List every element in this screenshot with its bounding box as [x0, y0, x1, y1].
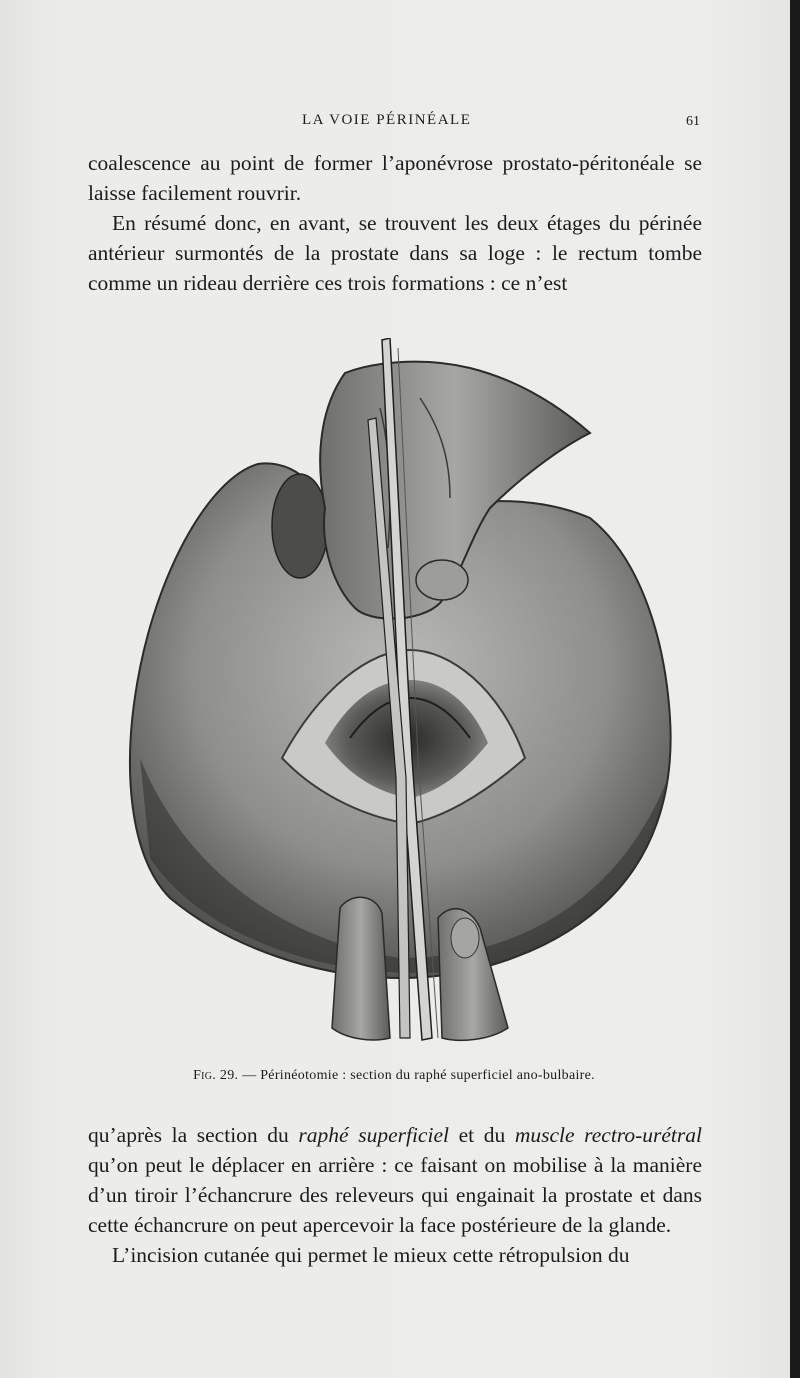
- paragraph: [88, 1120, 702, 1240]
- body-text-bottom: [88, 1120, 702, 1270]
- running-title: LA VOIE PÉRINÉALE: [302, 112, 472, 128]
- figure-caption: [88, 1068, 700, 1084]
- text-run: qu’après la section du: [88, 1123, 299, 1147]
- paragraph: L’incision cutanée qui permet le mieux cette rétropulsion du: [112, 1243, 630, 1267]
- figure-illustration: [120, 338, 680, 1058]
- page-number: 61: [686, 114, 700, 129]
- text-run: qu’on peut le déplacer en arrière : ce faisant on mobilise à la manière d’un tiroir l’échancrure des releveurs qui engainait la prostate et dans cette échancrure on peut apercevoir la face postérieure de la glande.: [88, 1153, 702, 1237]
- paragraph: En résumé donc, en avant, se trouvent les deux étages du périnée antérieur surmontés de la prostate dans sa loge : le rectum tombe comme un rideau derrière ces trois formations : ce n’est: [88, 211, 702, 295]
- body-text-top: [88, 148, 702, 298]
- paragraph: coalescence au point de former l’aponévrose prostato-péritonéale se laisse facilement rouvrir.: [88, 151, 702, 205]
- emphasis-term: muscle rectro-urétral: [514, 1123, 702, 1147]
- figure-label: Fig. 29.: [193, 1068, 239, 1083]
- perineotomy-engraving: [120, 338, 680, 1058]
- scrotum-shape: [272, 474, 328, 578]
- caption-separator: —: [238, 1068, 261, 1083]
- text-run: et du: [448, 1123, 515, 1147]
- running-head: [88, 112, 700, 136]
- emphasis-term: raphé superficiel: [298, 1123, 449, 1147]
- lower-finger-left: [332, 897, 390, 1040]
- caption-text: Périnéotomie : section du raphé superficiel ano-bulbaire.: [260, 1068, 595, 1083]
